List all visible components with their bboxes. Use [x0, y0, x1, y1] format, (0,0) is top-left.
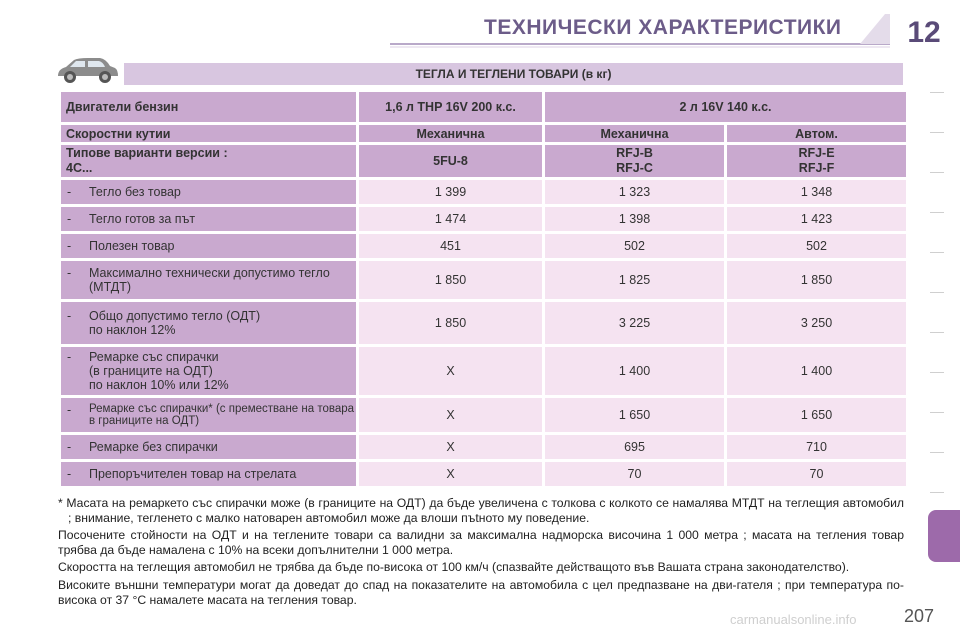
tab-divider	[930, 212, 944, 213]
car-icon	[54, 55, 120, 85]
gearbox-2: Механична	[545, 125, 724, 142]
tab-divider	[930, 252, 944, 253]
variants-label	[61, 145, 356, 177]
page-title: ТЕХНИЧЕСКИ ХАРАКТЕРИСТИКИ	[484, 16, 842, 39]
watermark: carmanualsonline.info	[730, 612, 857, 627]
variants-label-line1: Типове варианти версии :	[66, 146, 228, 160]
table-row	[61, 435, 906, 459]
tab-divider	[930, 172, 944, 173]
row-value-1: 1 850	[359, 302, 542, 344]
table-row	[61, 462, 906, 486]
row-value-1: 1 399	[359, 180, 542, 204]
bullet-dash: -	[67, 403, 72, 417]
tab-divider	[930, 332, 944, 333]
row-value-2: 1 825	[545, 261, 724, 299]
row-label: Тегло готов за път	[89, 212, 196, 226]
row-label: Препоръчителен товар на стрелата	[89, 467, 297, 481]
row-value-1: X	[359, 435, 542, 459]
row-label: Ремарке със спирачки	[89, 350, 219, 364]
row-value-3: 3 250	[727, 302, 906, 344]
row-value-1: 451	[359, 234, 542, 258]
weights-table	[58, 89, 909, 489]
tab-divider	[930, 372, 944, 373]
bullet-dash: -	[67, 440, 72, 454]
table-row	[61, 207, 906, 231]
chapter-number: 12	[907, 16, 941, 49]
gearbox-3: Автом.	[727, 125, 906, 142]
variant-3	[727, 145, 906, 177]
table-row	[61, 180, 906, 204]
note-paragraph-1: Посочените стойности на ОДТ и на теглените товари са валидни за максимална надморска височина 1 000 метра ; масата на тегления товар трябва да бъде намалена с 10% на всеки допълнителни 1 000 метра.	[58, 528, 904, 557]
bullet-dash: -	[67, 212, 72, 226]
row-value-2: 1 650	[545, 398, 724, 432]
row-label: Максимално технически допустимо тегло (МТДТ)	[89, 266, 330, 294]
row-value-3: 1 348	[727, 180, 906, 204]
bullet-dash: -	[67, 309, 72, 323]
row-label-b: (в границите на ОДТ)	[89, 364, 213, 378]
variant-2	[545, 145, 724, 177]
table-row	[61, 261, 906, 299]
table-row	[61, 302, 906, 344]
row-value-3: 1 850	[727, 261, 906, 299]
row-sublabel: по наклон 10% или 12%	[89, 378, 229, 392]
row-value-3: 1 400	[727, 347, 906, 395]
note-paragraph-2: Скоростта на теглещия автомобил не трябва да бъде по-висока от 100 км/ч (спазвайте действащото във Вашата страна законодателство).	[58, 560, 850, 575]
row-value-3: 1 650	[727, 398, 906, 432]
table-row	[61, 398, 906, 432]
variant-2a: RFJ-B	[616, 146, 653, 160]
row-value-2: 3 225	[545, 302, 724, 344]
bullet-dash: -	[67, 185, 72, 199]
tab-divider	[930, 92, 944, 93]
tab-divider	[930, 492, 944, 493]
row-value-2: 1 323	[545, 180, 724, 204]
row-label: Тегло без товар	[89, 185, 181, 199]
variant-2b: RFJ-C	[616, 161, 653, 175]
gearbox-label: Скоростни кутии	[61, 125, 356, 142]
variants-row	[61, 145, 906, 177]
row-value-1: X	[359, 347, 542, 395]
chapter-tab-active[interactable]	[928, 510, 960, 562]
tab-divider	[930, 412, 944, 413]
footnote: * Масата на ремаркето със спирачки може (в границите на ОДТ) да бъде увеличена с толкова с колкото се намалява МТДТ на теглещия автомобил ; внимание, тегленето с малко натоварен автомобил може да влоши пъtното му поведение.	[58, 496, 904, 525]
table-row	[61, 234, 906, 258]
row-value-2: 695	[545, 435, 724, 459]
row-value-1: 1 850	[359, 261, 542, 299]
table-title: ТЕГЛА И ТЕГЛЕНИ ТОВАРИ (в кг)	[124, 63, 903, 85]
table-row	[61, 347, 906, 395]
gearbox-row	[61, 125, 906, 142]
row-value-3: 70	[727, 462, 906, 486]
row-value-2: 1 400	[545, 347, 724, 395]
row-value-3: 502	[727, 234, 906, 258]
engine-1: 1,6 л THP 16V 200 к.с.	[359, 92, 542, 122]
variant-3a: RFJ-E	[798, 146, 835, 160]
variant-3b: RFJ-F	[798, 161, 835, 175]
tab-divider	[930, 132, 944, 133]
row-label: Ремарке без спирачки	[89, 440, 218, 454]
gearbox-1: Механична	[359, 125, 542, 142]
engines-label: Двигатели бензин	[61, 92, 356, 122]
bullet-dash: -	[67, 266, 72, 280]
engines-row	[61, 92, 906, 122]
row-value-2: 1 398	[545, 207, 724, 231]
row-value-1: 1 474	[359, 207, 542, 231]
notes-section	[58, 496, 904, 610]
row-label: Общо допустимо тегло (ОДТ)	[89, 309, 261, 323]
bullet-dash: -	[67, 239, 72, 253]
row-value-3: 1 423	[727, 207, 906, 231]
variants-label-line2: 4C...	[66, 161, 93, 175]
row-value-1: X	[359, 462, 542, 486]
row-value-1: X	[359, 398, 542, 432]
note-paragraph-3: Високите външни температури могат да доведат до спад на показателите на автомобила с цел предпазване на дви-гателя ; при температура по-висока от 37 °C намалете масата на тегления товар.	[58, 577, 904, 607]
row-value-3: 710	[727, 435, 906, 459]
row-sublabel: по наклон 12%	[89, 323, 176, 337]
row-label: Полезен товар	[89, 239, 175, 253]
variant-1: 5FU-8	[359, 145, 542, 177]
page-number: 207	[904, 606, 935, 626]
row-value-2: 502	[545, 234, 724, 258]
bullet-dash: -	[67, 467, 72, 481]
row-value-2: 70	[545, 462, 724, 486]
engine-2: 2 л 16V 140 к.с.	[545, 92, 906, 122]
tab-divider	[930, 292, 944, 293]
tab-divider	[930, 452, 944, 453]
bullet-dash: -	[67, 350, 72, 364]
row-label: Ремарке със спирачки* (с преместване на товара в границите на ОДТ)	[89, 403, 355, 427]
